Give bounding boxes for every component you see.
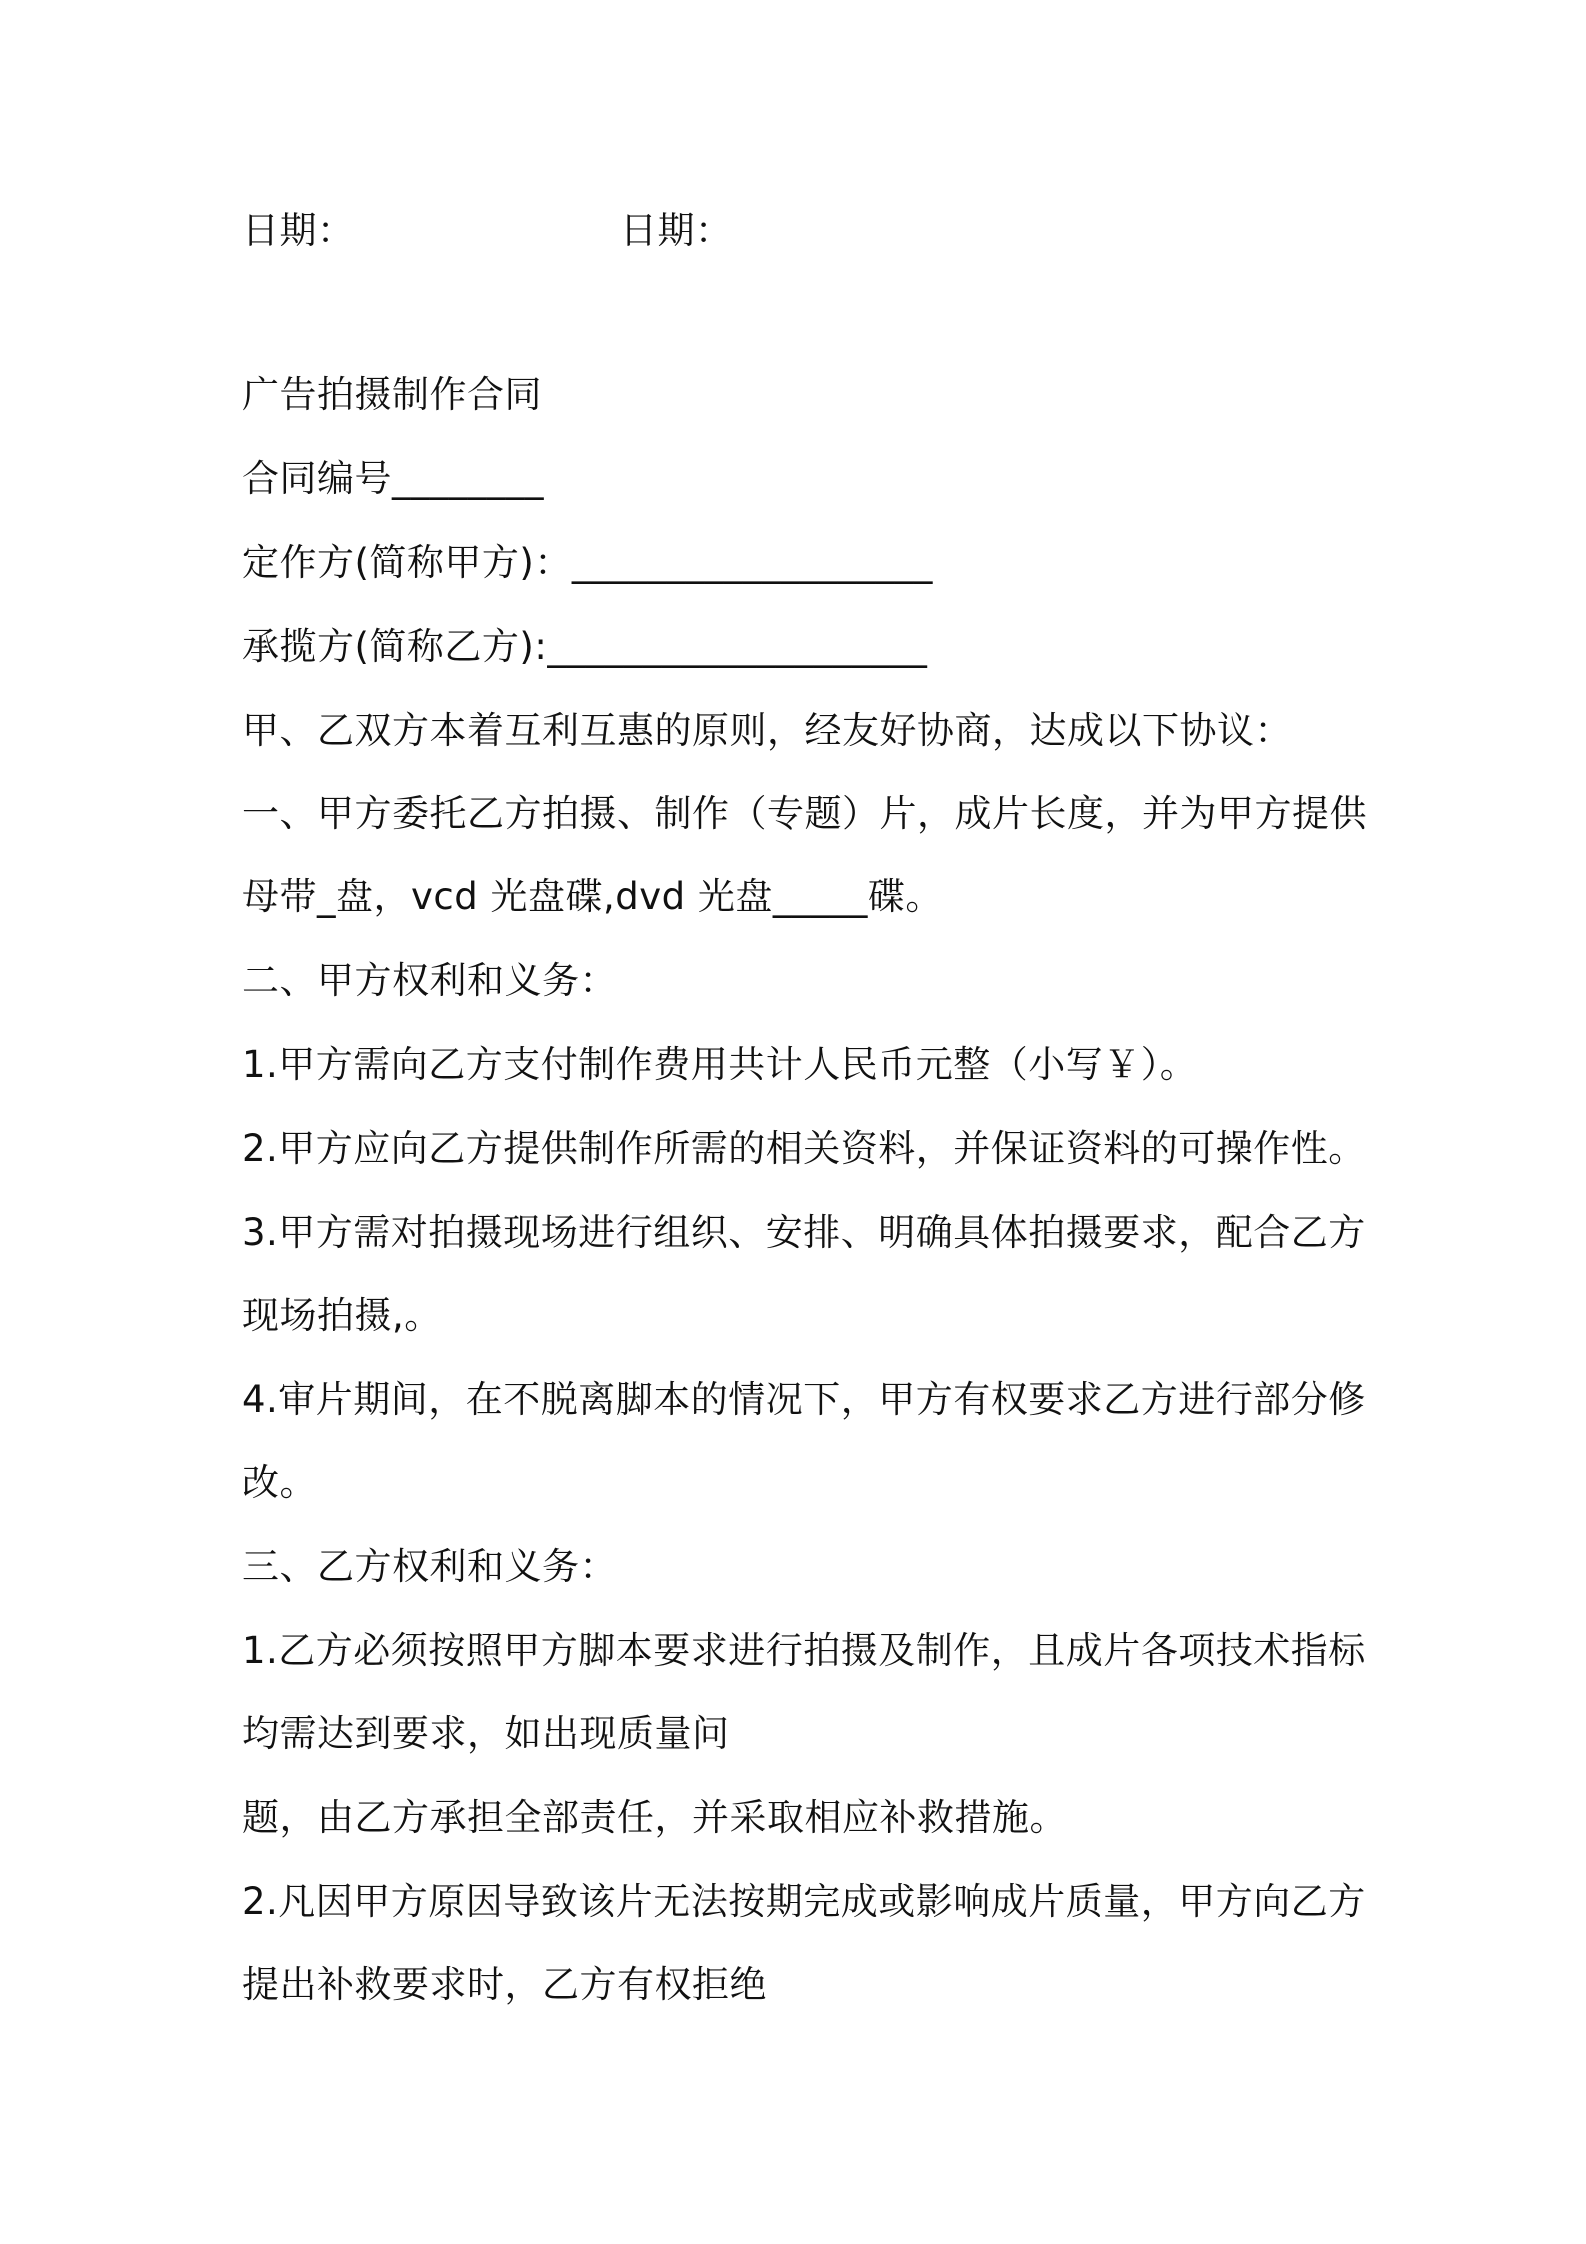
section-2-item-2: 2.甲方应向乙方提供制作所需的相关资料，并保证资料的可操作性。	[242, 1127, 1366, 1170]
section-3-item-2-line-1: 2.凡因甲方原因导致该片无法按期完成或影响成片质量，甲方向乙方	[242, 1880, 1366, 1923]
section-3-item-1-line-1: 1.乙方必须按照甲方脚本要求进行拍摄及制作，且成片各项技术指标	[242, 1629, 1366, 1672]
section-3-item-1-line-3: 题，由乙方承担全部责任，并采取相应补救措施。	[242, 1796, 1067, 1839]
section-2-item-4-line-2: 改。	[242, 1461, 317, 1504]
party-b-line: 承揽方(简称乙方):____________________	[242, 625, 928, 668]
section-1-line-1: 一、甲方委托乙方拍摄、制作（专题）片，成片长度，并为甲方提供	[242, 792, 1367, 835]
section-3-heading: 三、乙方权利和义务：	[242, 1545, 617, 1588]
party-a-line: 定作方(简称甲方)：___________________	[242, 541, 933, 584]
section-2-item-4-line-1: 4.审片期间，在不脱离脚本的情况下，甲方有权要求乙方进行部分修	[242, 1378, 1366, 1421]
contract-number-line: 合同编号________	[242, 457, 544, 500]
section-2-item-3-line-1: 3.甲方需对拍摄现场进行组织、安排、明确具体拍摄要求，配合乙方	[242, 1211, 1366, 1254]
date-label-right: 日期：	[620, 209, 733, 252]
section-1-line-2: 母带_盘，vcd 光盘碟,dvd 光盘_____碟。	[242, 875, 943, 918]
document-title: 广告拍摄制作合同	[242, 373, 542, 416]
section-2-item-3-line-2: 现场拍摄,。	[242, 1294, 442, 1337]
intro-paragraph: 甲、乙双方本着互利互惠的原则，经友好协商，达成以下协议：	[242, 709, 1292, 752]
section-3-item-1-line-2: 均需达到要求，如出现质量问	[242, 1712, 730, 1755]
section-2-item-1: 1.甲方需向乙方支付制作费用共计人民币元整（小写￥）。	[242, 1043, 1198, 1086]
section-2-heading: 二、甲方权利和义务：	[242, 959, 617, 1002]
date-label-left: 日期：	[242, 209, 355, 252]
section-3-item-2-line-2: 提出补救要求时，乙方有权拒绝	[242, 1963, 767, 2006]
